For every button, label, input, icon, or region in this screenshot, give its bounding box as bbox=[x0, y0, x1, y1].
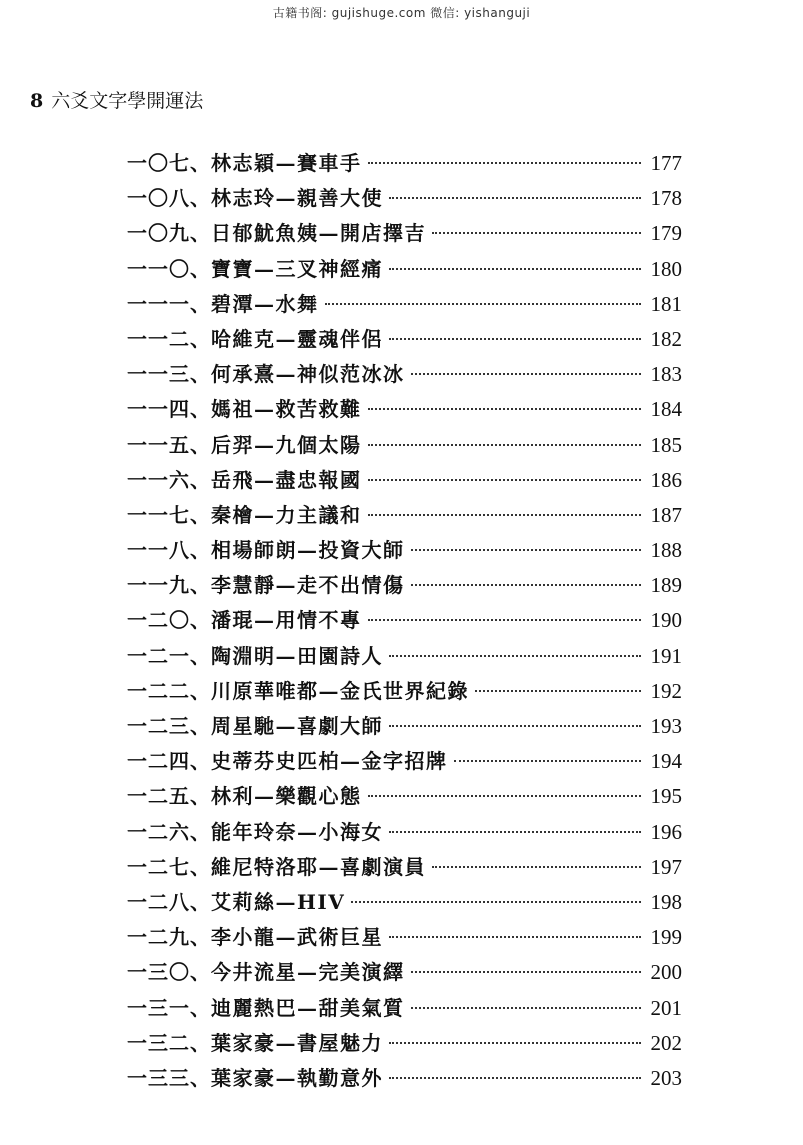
toc-entry-page: 197 bbox=[650, 854, 682, 879]
dot-leader bbox=[411, 1007, 642, 1009]
toc-entry-page: 181 bbox=[650, 291, 682, 316]
dot-leader bbox=[411, 549, 642, 551]
toc-entry-page: 177 bbox=[650, 151, 682, 175]
toc-entry-title: 相場師朗—投資大師 bbox=[211, 538, 405, 563]
toc-entry-page: 199 bbox=[650, 925, 682, 950]
toc-entry-page: 185 bbox=[650, 432, 682, 457]
dot-leader bbox=[389, 338, 641, 340]
toc-entry[interactable] bbox=[127, 779, 682, 814]
dot-leader bbox=[432, 866, 641, 868]
dot-leader bbox=[351, 901, 641, 903]
toc-entry-title: 艾莉絲—HIV bbox=[211, 889, 346, 914]
toc-entry-number: 一二七、 bbox=[127, 854, 211, 879]
toc-entry-page: 196 bbox=[650, 819, 682, 844]
toc-entry[interactable] bbox=[127, 216, 682, 251]
toc-entry-page: 194 bbox=[650, 749, 682, 774]
page-header bbox=[30, 86, 203, 113]
toc-entry-number: 一二二、 bbox=[127, 678, 211, 703]
dot-leader bbox=[368, 619, 642, 621]
toc-entry[interactable] bbox=[127, 639, 682, 674]
dot-leader bbox=[389, 268, 641, 270]
dot-leader bbox=[368, 408, 642, 410]
toc-entry-title: 川原華唯都—金氏世界紀錄 bbox=[211, 678, 469, 703]
dot-leader bbox=[389, 1077, 641, 1079]
toc-entry-number: 一二一、 bbox=[127, 643, 211, 668]
toc-entry-title: 葉家豪—執勤意外 bbox=[211, 1065, 383, 1090]
toc-entry[interactable] bbox=[127, 744, 682, 779]
toc-entry-title: 寶寶—三叉神經痛 bbox=[211, 256, 383, 281]
toc-entry[interactable] bbox=[127, 392, 682, 427]
toc-entry[interactable] bbox=[127, 1061, 682, 1096]
dot-leader bbox=[454, 760, 642, 762]
toc-entry[interactable] bbox=[127, 357, 682, 392]
toc-entry[interactable] bbox=[127, 709, 682, 744]
toc-entry-title: 林志穎—賽車手 bbox=[211, 151, 362, 175]
toc-entry[interactable] bbox=[127, 146, 682, 181]
dot-leader bbox=[368, 444, 642, 446]
toc-entry-number: 一一九、 bbox=[127, 573, 211, 598]
toc-entry-title: 史蒂芬史匹柏—金字招牌 bbox=[211, 749, 448, 774]
toc-entry-number: 一三三、 bbox=[127, 1065, 211, 1090]
toc-entry-number: 一三〇、 bbox=[127, 960, 211, 985]
toc-entry[interactable] bbox=[127, 322, 682, 357]
toc-entry-title: 李慧靜—走不出情傷 bbox=[211, 573, 405, 598]
toc-entry[interactable] bbox=[127, 815, 682, 850]
toc-entry[interactable] bbox=[127, 287, 682, 322]
toc-entry-page: 203 bbox=[650, 1065, 682, 1090]
toc-entry[interactable] bbox=[127, 674, 682, 709]
toc-entry-title: 林志玲—親善大使 bbox=[211, 186, 383, 211]
toc-entry[interactable] bbox=[127, 1026, 682, 1061]
toc-entry-number: 一二五、 bbox=[127, 784, 211, 809]
dot-leader bbox=[389, 1042, 641, 1044]
toc-entry[interactable] bbox=[127, 920, 682, 955]
toc-entry-number: 一一七、 bbox=[127, 502, 211, 527]
dot-leader bbox=[411, 584, 642, 586]
toc-entry-number: 一一三、 bbox=[127, 362, 211, 387]
dot-leader bbox=[368, 162, 642, 164]
toc-entry-number: 一二九、 bbox=[127, 925, 211, 950]
toc-entry-page: 192 bbox=[650, 678, 682, 703]
toc-entry-title: 日郁魷魚姨—開店擇吉 bbox=[211, 221, 426, 246]
dot-leader bbox=[411, 373, 642, 375]
toc-entry-page: 200 bbox=[650, 960, 682, 985]
toc-entry[interactable] bbox=[127, 850, 682, 885]
toc-entry-number: 一二〇、 bbox=[127, 608, 211, 633]
toc-entry-number: 一〇七、 bbox=[127, 151, 211, 175]
dot-leader bbox=[368, 514, 642, 516]
toc-entry-number: 一〇八、 bbox=[127, 186, 211, 211]
watermark-text: 古籍书阁: gujishuge.com 微信: yishanguji bbox=[272, 6, 531, 20]
toc-entry-page: 187 bbox=[650, 502, 682, 527]
toc-entry-title: 媽祖—救苦救難 bbox=[211, 397, 362, 422]
dot-leader bbox=[432, 232, 641, 234]
toc-entry-title: 李小龍—武術巨星 bbox=[211, 925, 383, 950]
toc-entry[interactable] bbox=[127, 603, 682, 638]
toc-entry[interactable] bbox=[127, 252, 682, 287]
toc-entry-number: 一一四、 bbox=[127, 397, 211, 422]
dot-leader bbox=[368, 795, 642, 797]
toc-entry-page: 195 bbox=[650, 784, 682, 809]
toc-entry-number: 一二六、 bbox=[127, 819, 211, 844]
toc-entry[interactable] bbox=[127, 568, 682, 603]
toc-entry-number: 一二三、 bbox=[127, 714, 211, 738]
toc-entry-title: 秦檜—力主議和 bbox=[211, 502, 362, 527]
dot-leader bbox=[475, 690, 641, 692]
toc-entry-page: 188 bbox=[650, 538, 682, 563]
toc-entry[interactable] bbox=[127, 428, 682, 463]
toc-entry-number: 一一〇、 bbox=[127, 256, 211, 281]
toc-entry-page: 202 bbox=[650, 1030, 682, 1055]
toc-entry-page: 189 bbox=[650, 573, 682, 598]
toc-entry-page: 193 bbox=[650, 714, 682, 738]
toc-entry-title: 后羿—九個太陽 bbox=[211, 432, 362, 457]
toc-entry-title: 潘琨—用情不專 bbox=[211, 608, 362, 633]
toc-entry-number: 一一二、 bbox=[127, 326, 211, 351]
toc-entry-title: 迪麗熱巴—甜美氣質 bbox=[211, 995, 405, 1020]
toc-entry-title: 葉家豪—書屋魅力 bbox=[211, 1030, 383, 1055]
toc-entry-title: 能年玲奈—小海女 bbox=[211, 819, 383, 844]
toc-entry-number: 一一五、 bbox=[127, 432, 211, 457]
toc-entry-page: 180 bbox=[650, 256, 682, 281]
toc-entry[interactable] bbox=[127, 991, 682, 1026]
toc-entry-number: 一二八、 bbox=[127, 889, 211, 914]
toc-entry[interactable] bbox=[127, 955, 682, 990]
toc-entry-number: 一一八、 bbox=[127, 538, 211, 563]
dot-leader bbox=[389, 655, 641, 657]
toc-entry-title: 林利—樂觀心態 bbox=[211, 784, 362, 809]
toc-entry-number: 一二四、 bbox=[127, 749, 211, 774]
dot-leader bbox=[389, 725, 641, 727]
toc-entry-number: 一三一、 bbox=[127, 995, 211, 1020]
toc-entry-number: 一一六、 bbox=[127, 467, 211, 492]
toc-entry-page: 201 bbox=[650, 995, 682, 1020]
toc-entry-page: 191 bbox=[650, 643, 682, 668]
dot-leader bbox=[368, 479, 642, 481]
table-of-contents bbox=[127, 146, 682, 1096]
toc-entry-page: 183 bbox=[650, 362, 682, 387]
toc-entry[interactable] bbox=[127, 463, 682, 498]
page-number: 8 bbox=[30, 90, 44, 112]
toc-entry-title: 哈維克—靈魂伴侶 bbox=[211, 326, 383, 351]
toc-entry-number: 一三二、 bbox=[127, 1030, 211, 1055]
toc-entry[interactable] bbox=[127, 533, 682, 568]
toc-entry-number: 一〇九、 bbox=[127, 221, 211, 246]
toc-entry-title: 岳飛—盡忠報國 bbox=[211, 467, 362, 492]
toc-entry-number: 一一一、 bbox=[127, 291, 211, 316]
toc-entry-page: 184 bbox=[650, 397, 682, 422]
toc-entry[interactable] bbox=[127, 885, 682, 920]
dot-leader bbox=[389, 936, 641, 938]
toc-entry-page: 190 bbox=[650, 608, 682, 633]
toc-entry-title: 何承熹—神似范冰冰 bbox=[211, 362, 405, 387]
toc-entry-page: 178 bbox=[650, 186, 682, 211]
dot-leader bbox=[325, 303, 642, 305]
dot-leader bbox=[411, 971, 642, 973]
toc-entry-page: 179 bbox=[650, 221, 682, 246]
book-title: 六爻文字學開運法 bbox=[51, 90, 204, 112]
toc-entry-title: 碧潭—水舞 bbox=[211, 291, 319, 316]
toc-entry-title: 陶淵明—田園詩人 bbox=[211, 643, 383, 668]
dot-leader bbox=[389, 831, 641, 833]
toc-entry-page: 198 bbox=[650, 889, 682, 914]
toc-entry-title: 今井流星—完美演繹 bbox=[211, 960, 405, 985]
dot-leader bbox=[389, 197, 641, 199]
toc-entry-page: 182 bbox=[650, 326, 682, 351]
toc-entry[interactable] bbox=[127, 498, 682, 533]
toc-entry-page: 186 bbox=[650, 467, 682, 492]
toc-entry-title: 周星馳—喜劇大師 bbox=[211, 714, 383, 738]
toc-entry[interactable] bbox=[127, 181, 682, 216]
toc-entry-title: 維尼特洛耶—喜劇演員 bbox=[211, 854, 426, 879]
